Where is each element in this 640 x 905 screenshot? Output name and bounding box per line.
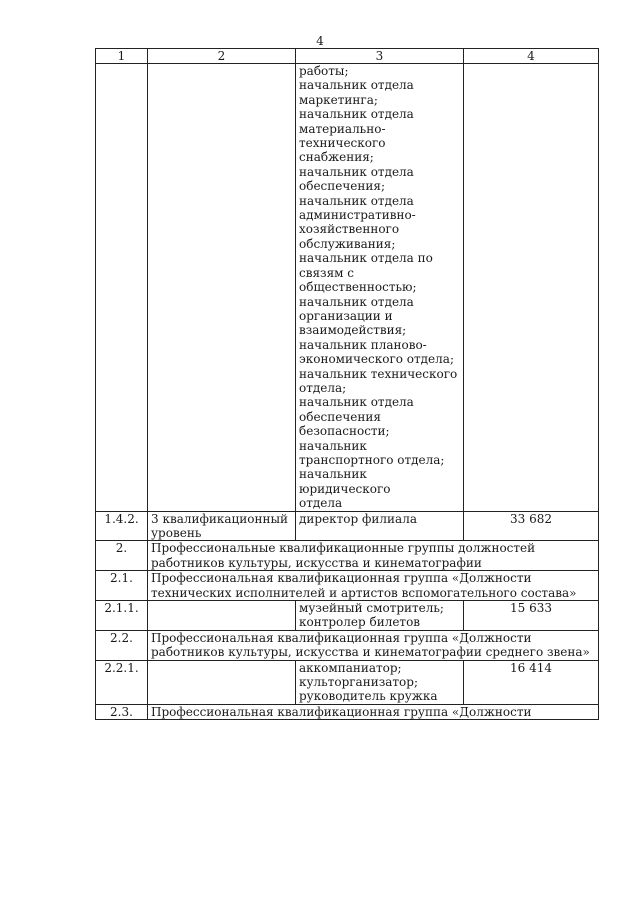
position-line: экономического отдела;	[299, 352, 454, 367]
position-line: начальник	[299, 438, 367, 453]
cell-num: 2.2.1.	[96, 660, 148, 704]
position-line: общественностью;	[299, 280, 417, 295]
cell-salary: 33 682	[464, 511, 599, 541]
position-line: музейный смотритель;	[299, 601, 444, 616]
table-row	[96, 511, 599, 541]
cell-group-title: Профессиональная квалификационная группа «Должности работников культуры, искусства и кинематографии среднего звена»	[148, 630, 599, 660]
position-line: начальник отдела	[299, 395, 414, 410]
position-line: материально-	[299, 121, 386, 136]
cell-group-title: Профессиональная квалификационная группа «Должности технических исполнителей и артистов вспомогательного состава»	[148, 571, 599, 601]
cell-positions	[296, 601, 464, 631]
cell-num: 2.	[96, 541, 148, 571]
table-row	[96, 541, 599, 571]
header-col-1: 1	[96, 49, 148, 64]
position-line: руководитель кружка	[299, 689, 438, 704]
cell-group-title: Профессиональная квалификационная группа «Должности	[148, 704, 599, 719]
header-col-3: 3	[296, 49, 464, 64]
position-line: начальник технического	[299, 366, 458, 381]
position-line: начальник отдела	[299, 294, 414, 309]
cell-level	[148, 601, 296, 631]
cell-num: 2.2.	[96, 630, 148, 660]
position-line: обеспечения;	[299, 179, 386, 194]
page-number: 4	[316, 34, 324, 48]
position-line: транспортного отдела;	[299, 452, 445, 467]
position-line: начальник отдела	[299, 107, 414, 122]
position-line: административно-	[299, 208, 416, 223]
position-line: начальник юридического	[299, 467, 391, 496]
table-row	[96, 601, 599, 631]
position-line: безопасности;	[299, 424, 390, 439]
cell-num: 1.4.2.	[96, 511, 148, 541]
position-line: культорганизатор;	[299, 675, 418, 690]
cell-salary: 15 633	[464, 601, 599, 631]
position-line: начальник отдела	[299, 193, 414, 208]
cell-num: 2.3.	[96, 704, 148, 719]
position-line: обеспечения	[299, 409, 381, 424]
position-line: начальник отдела	[299, 78, 414, 93]
position-line: контролер билетов	[299, 615, 421, 630]
cell-level	[148, 660, 296, 704]
cell-salary	[464, 64, 599, 512]
header-col-4: 4	[464, 49, 599, 64]
table-row	[96, 660, 599, 704]
table-row	[96, 64, 599, 512]
table-header-row	[96, 49, 599, 64]
cell-position: директор филиала	[296, 511, 464, 541]
position-line: технического снабжения;	[299, 136, 386, 165]
position-line: начальник планово-	[299, 337, 427, 352]
position-line: отдела;	[299, 380, 347, 395]
cell-num: 2.1.	[96, 571, 148, 601]
cell-level	[148, 64, 296, 512]
position-line: взаимодействия;	[299, 323, 407, 338]
salary-table	[95, 48, 599, 720]
cell-num	[96, 64, 148, 512]
cell-group-title: Профессиональные квалификационные группы должностей работников культуры, искусства и кинематографии	[148, 541, 599, 571]
position-line: работы;	[299, 64, 349, 78]
position-line: хозяйственного	[299, 222, 400, 237]
position-line: маркетинга;	[299, 92, 378, 107]
position-line: обслуживания;	[299, 236, 396, 251]
cell-num: 2.1.1.	[96, 601, 148, 631]
table-row	[96, 571, 599, 601]
position-line: начальник отдела по	[299, 251, 433, 266]
cell-level: 3 квалификационный уровень	[148, 511, 296, 541]
header-col-2: 2	[148, 49, 296, 64]
position-line: организации и	[299, 308, 393, 323]
position-line: аккомпаниатор;	[299, 660, 402, 675]
table-row	[96, 630, 599, 660]
position-line: начальник отдела	[299, 164, 414, 179]
cell-salary: 16 414	[464, 660, 599, 704]
table-row	[96, 704, 599, 719]
cell-positions	[296, 660, 464, 704]
position-line: связям с	[299, 265, 355, 280]
position-line: отдела	[299, 496, 343, 511]
cell-positions	[296, 64, 464, 512]
